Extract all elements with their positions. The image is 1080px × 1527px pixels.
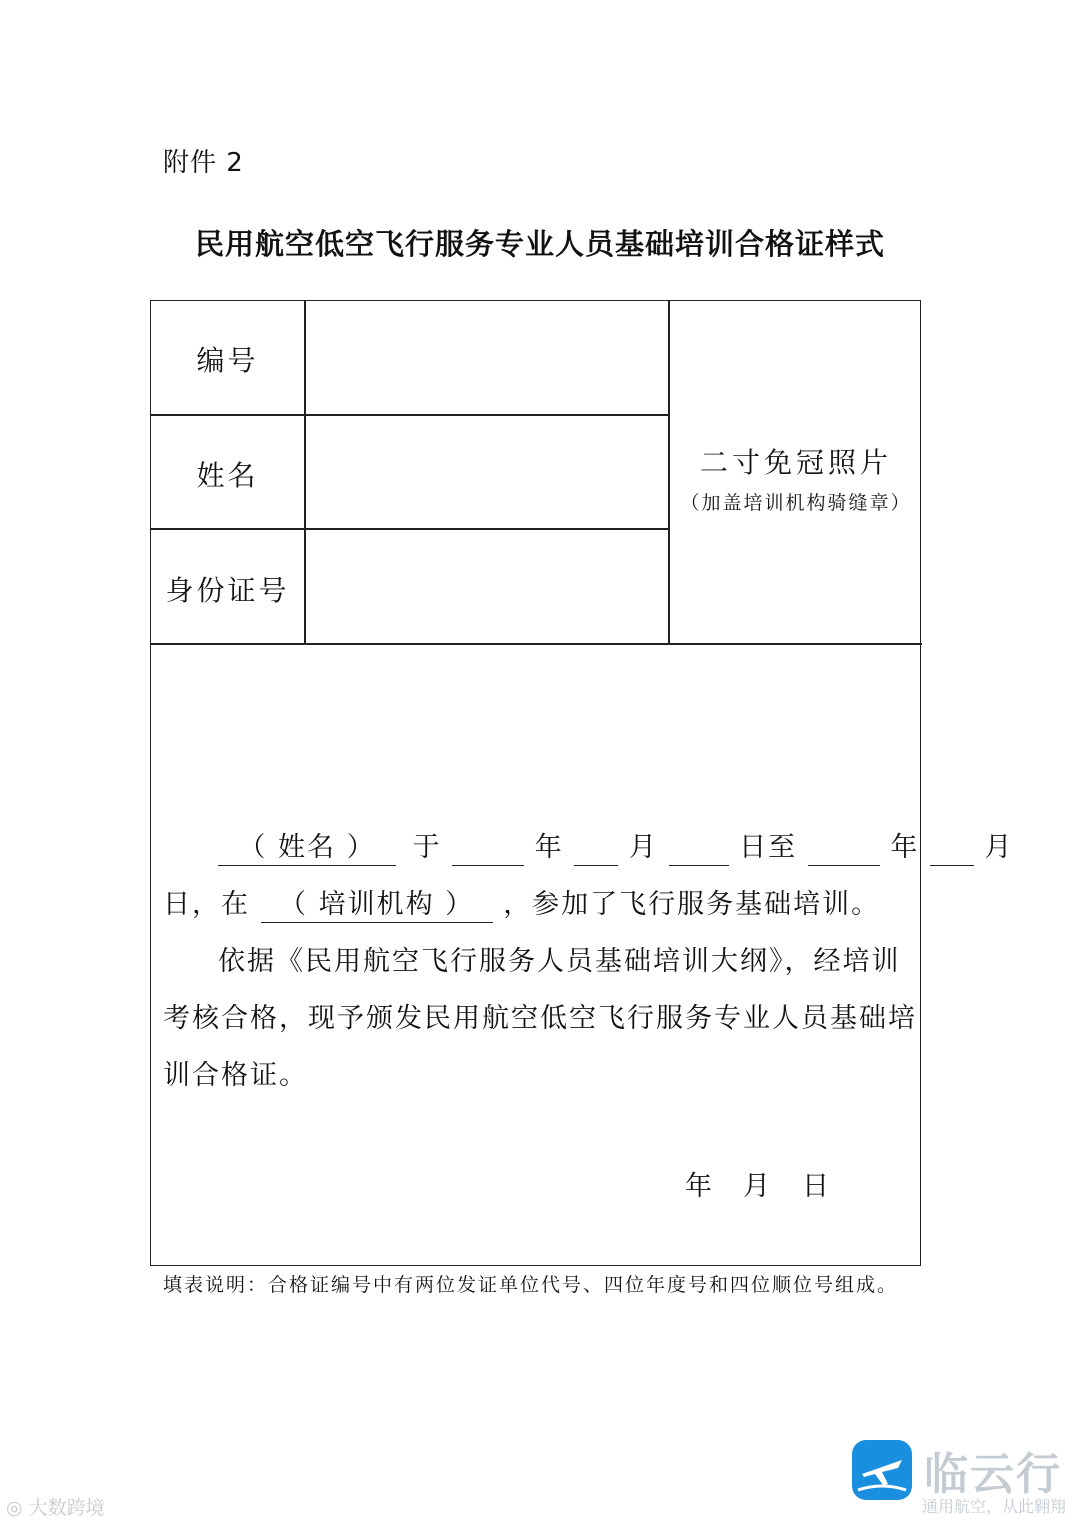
photo-seal-note: （加盖培训机构骑缝章） <box>680 492 912 514</box>
date-month: 月 <box>743 1171 770 1202</box>
text-month: 月 <box>984 832 1014 863</box>
watermark-right <box>852 1438 1074 1520</box>
id-number-label: 身份证号 <box>165 574 290 607</box>
airplane-logo-icon <box>852 1440 912 1500</box>
month-blank <box>574 831 618 866</box>
text-year: 年 <box>534 832 564 863</box>
document-title: 民用航空低空飞行服务专业人员基础培训合格证样式 <box>194 227 885 261</box>
date-day: 日 <box>802 1171 829 1202</box>
year-blank <box>452 831 524 866</box>
table-divider <box>304 301 306 644</box>
body-para2-line1: 依据《民用航空飞行服务人员基础培训大纲》，经培训 <box>218 946 901 977</box>
date-year: 年 <box>685 1171 712 1202</box>
body-para2-line3: 训合格证。 <box>163 1060 308 1091</box>
watermark-left <box>6 1493 105 1520</box>
body-line-2 <box>163 882 880 923</box>
text-year: 年 <box>890 832 920 863</box>
text-day-to: 日至 <box>739 832 798 863</box>
month-blank <box>930 831 974 866</box>
name-blank: （ 姓名 ） <box>218 831 396 866</box>
table-divider <box>151 528 670 530</box>
name-label: 姓名 <box>196 459 259 492</box>
attachment-label: 附件 2 <box>163 148 244 178</box>
fill-instructions: 填表说明：合格证编号中有两位发证单位代号、四位年度号和四位顺位号组成。 <box>163 1274 899 1296</box>
text-suffix: ，参加了飞行服务基础培训。 <box>503 889 881 920</box>
day-blank <box>669 831 729 866</box>
watermark-brand: 临云行 <box>924 1449 1062 1500</box>
table-divider <box>151 643 922 645</box>
body-line-1 <box>218 825 1014 866</box>
weibo-icon: ◎ <box>6 1497 23 1519</box>
text-yu: 于 <box>412 832 442 863</box>
certificate-table <box>150 300 921 1266</box>
watermark-slogan: 通用航空，从此翱翔 <box>922 1497 1067 1516</box>
number-label: 编号 <box>196 344 259 377</box>
year-blank <box>808 831 880 866</box>
text-prefix: 日，在 <box>163 889 250 920</box>
watermark-left-text: 大数跨境 <box>28 1497 105 1519</box>
org-blank: （ 培训机构 ） <box>261 888 493 923</box>
text-month: 月 <box>628 832 658 863</box>
body-para2-line2: 考核合格，现予颁发民用航空低空飞行服务专业人员基础培 <box>163 1003 917 1034</box>
photo-placeholder-label: 二寸免冠照片 <box>699 446 892 479</box>
table-divider <box>151 414 670 416</box>
